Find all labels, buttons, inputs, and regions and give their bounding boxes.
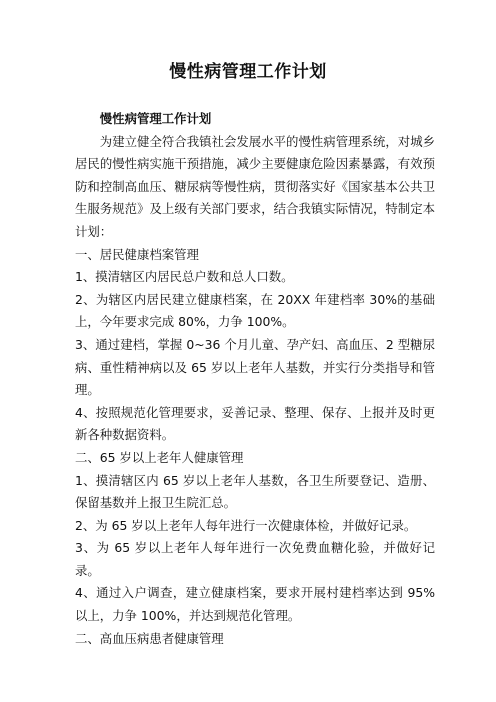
section-heading-records: 一、居民健康档案管理 <box>75 246 199 262</box>
document-subtitle: 慢性病管理工作计划 <box>99 111 212 126</box>
list-item: 4、按照规范化管理要求，妥善记录、整理、保存、上报并及时更新各种数据资料。 <box>75 404 435 443</box>
document-body <box>75 108 435 650</box>
document-title: 慢性病管理工作计划 <box>169 62 327 82</box>
list-item: 2、为 65 岁以上老年人每年进行一次健康体检，并做好记录。 <box>75 517 417 533</box>
section-heading-hypertension: 二、高血压病患者健康管理 <box>75 630 224 646</box>
list-item: 1、摸清辖区内居民总户数和总人口数。 <box>75 269 294 285</box>
list-item: 2、为辖区内居民建立健康档案，在 20XX 年建档率 30%的基础上，今年要求完成 80%，力争 100%。 <box>75 291 435 330</box>
intro-paragraph: 为建立健全符合我镇社会发展水平的慢性病管理系统，对城乡居民的慢性病实施干预措施，减少主要健康危险因素暴露，有效预防和控制高血压、糖尿病等慢性病，贯彻落实好《国家基本公共卫生服务规范》及上级有关部门要求，结合我镇实际情况，特制定本计划： <box>75 133 435 239</box>
section-heading-elderly: 二、65 岁以上老年人健康管理 <box>75 449 244 465</box>
list-item: 1、摸清辖区内 65 岁以上老年人基数，各卫生所要登记、造册、保留基数并上报卫生院汇总。 <box>75 472 435 511</box>
list-item: 4、通过入户调查，建立健康档案，要求开展村建档率达到 95%以上，力争 100%，并达到规范化管理。 <box>75 585 435 624</box>
list-item: 3、通过建档，掌握 0~36 个月儿童、孕产妇、高血压、2 型糖尿病、重性精神病以及 65 岁以上老年人基数，并实行分类指导和管理。 <box>75 336 435 398</box>
list-item: 3、为 65 岁以上老年人每年进行一次免费血糖化验，并做好记录。 <box>75 540 435 578</box>
